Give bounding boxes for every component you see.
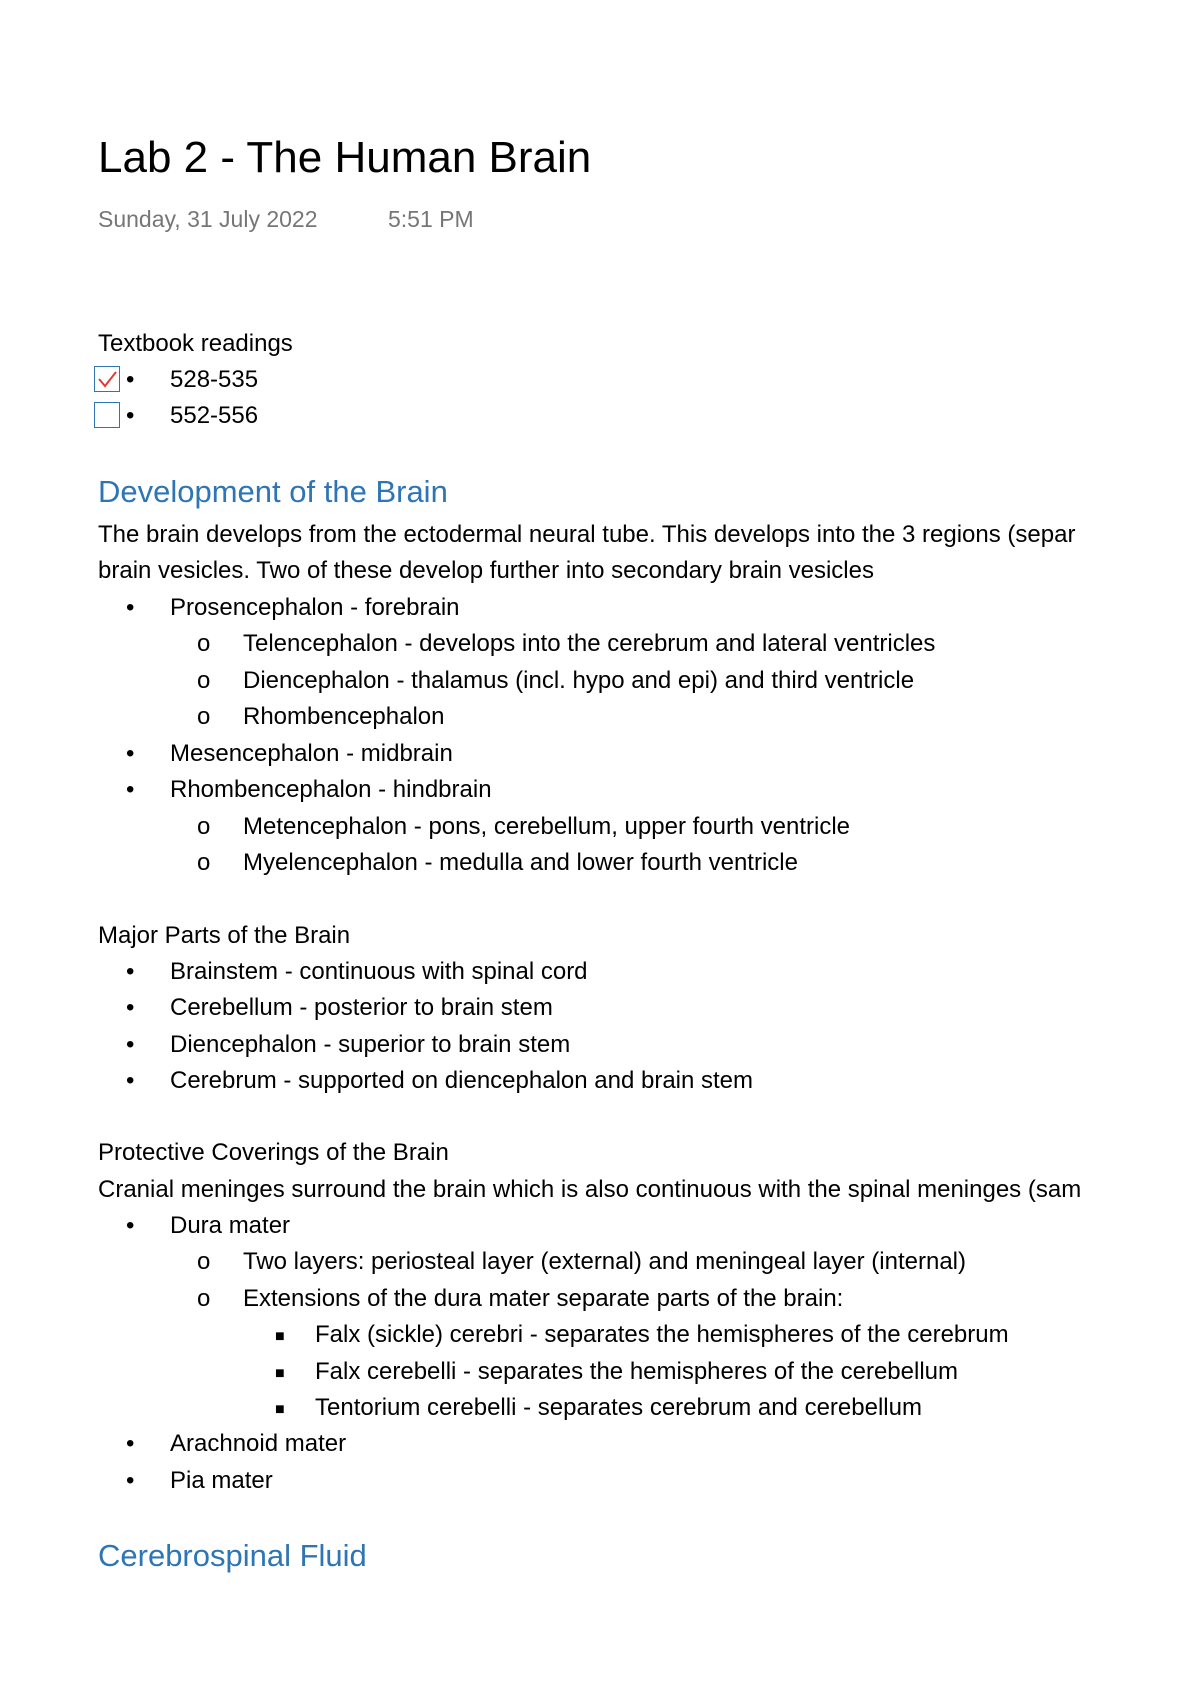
sub-sub-list-item-text: Falx (sickle) cerebri - separates the hemispheres of the cerebrum bbox=[315, 1321, 1009, 1348]
sub-list-item bbox=[197, 667, 915, 696]
sub-list-item-text: Diencephalon - thalamus (incl. hypo and epi) and third ventricle bbox=[243, 667, 915, 694]
list-item-text: Mesencephalon - midbrain bbox=[170, 740, 453, 767]
square-bullet-mark: ■ bbox=[275, 1328, 285, 1345]
list-item-text: Brainstem - continuous with spinal cord bbox=[170, 958, 588, 985]
sub-bullet-mark: o bbox=[197, 813, 211, 840]
bullet-mark: • bbox=[126, 594, 135, 621]
checkbox-reading-1[interactable] bbox=[94, 366, 120, 392]
checkmark-icon bbox=[97, 369, 117, 389]
list-item-text: Diencephalon - superior to brain stem bbox=[170, 1031, 571, 1058]
list-item-text: Rhombencephalon - hindbrain bbox=[170, 776, 492, 803]
sub-bullet-mark: o bbox=[197, 630, 211, 657]
list-item bbox=[126, 1031, 571, 1060]
bullet-mark: • bbox=[126, 402, 135, 429]
sub-list-item bbox=[197, 630, 936, 659]
square-bullet-mark: ■ bbox=[275, 1365, 285, 1382]
sub-bullet-mark: o bbox=[197, 849, 211, 876]
list-item bbox=[126, 1467, 273, 1496]
list-item bbox=[126, 994, 553, 1023]
sub-list-item bbox=[197, 1248, 966, 1277]
major-parts-label: Major Parts of the Brain bbox=[98, 922, 351, 949]
sub-list-item bbox=[197, 703, 445, 732]
page-time: 5:51 PM bbox=[388, 206, 474, 232]
sub-list-item-text: Myelencephalon - medulla and lower fourth ventricle bbox=[243, 849, 798, 876]
sub-bullet-mark: o bbox=[197, 703, 211, 730]
paragraph-line: Cranial meninges surround the brain which is also continuous with the spinal meninges (sam bbox=[98, 1176, 1082, 1203]
sub-list-item bbox=[197, 1285, 844, 1314]
reading-item bbox=[126, 402, 259, 431]
bullet-mark: • bbox=[126, 958, 135, 985]
list-item bbox=[126, 958, 588, 987]
sub-bullet-mark: o bbox=[197, 667, 211, 694]
bullet-mark: • bbox=[126, 994, 135, 1021]
bullet-mark: • bbox=[126, 740, 135, 767]
reading-text: 528-535 bbox=[170, 366, 259, 393]
list-item bbox=[126, 776, 492, 805]
sub-sub-list-item bbox=[275, 1321, 1009, 1350]
sub-bullet-mark: o bbox=[197, 1285, 211, 1312]
list-item-text: Cerebellum - posterior to brain stem bbox=[170, 994, 553, 1021]
paragraph-line: brain vesicles. Two of these develop further into secondary brain vesicles bbox=[98, 557, 874, 584]
bullet-mark: • bbox=[126, 1430, 135, 1457]
sub-list-item-text: Telencephalon - develops into the cerebrum and lateral ventricles bbox=[243, 630, 936, 657]
list-item-text: Cerebrum - supported on diencephalon and brain stem bbox=[170, 1067, 754, 1094]
list-item bbox=[126, 1212, 291, 1241]
list-item-text: Arachnoid mater bbox=[170, 1430, 347, 1457]
sub-sub-list-item bbox=[275, 1358, 958, 1387]
sub-list-item bbox=[197, 849, 798, 878]
reading-item bbox=[126, 366, 259, 395]
page-date: Sunday, 31 July 2022 bbox=[98, 206, 318, 232]
sub-bullet-mark: o bbox=[197, 1248, 211, 1275]
coverings-label: Protective Coverings of the Brain bbox=[98, 1139, 449, 1166]
list-item bbox=[126, 1067, 754, 1096]
bullet-mark: • bbox=[126, 776, 135, 803]
sub-sub-list-item-text: Tentorium cerebelli - separates cerebrum and cerebellum bbox=[315, 1394, 922, 1421]
list-item bbox=[126, 740, 453, 769]
sub-list-item-text: Rhombencephalon bbox=[243, 703, 445, 730]
list-item-text: Prosencephalon - forebrain bbox=[170, 594, 460, 621]
list-item-text: Dura mater bbox=[170, 1212, 291, 1239]
section-heading-development: Development of the Brain bbox=[98, 474, 448, 509]
bullet-mark: • bbox=[126, 1067, 135, 1094]
sub-list-item-text: Two layers: periosteal layer (external) and meningeal layer (internal) bbox=[243, 1248, 966, 1275]
bullet-mark: • bbox=[126, 366, 135, 393]
sub-sub-list-item bbox=[275, 1394, 922, 1423]
sub-sub-list-item-text: Falx cerebelli - separates the hemispheres of the cerebellum bbox=[315, 1358, 958, 1385]
list-item bbox=[126, 1430, 347, 1459]
paragraph-line: The brain develops from the ectodermal neural tube. This develops into the 3 regions (separ bbox=[98, 521, 1076, 548]
sub-list-item bbox=[197, 813, 851, 842]
page-title[interactable]: Lab 2 - The Human Brain bbox=[98, 133, 592, 182]
sub-list-item-text: Metencephalon - pons, cerebellum, upper fourth ventricle bbox=[243, 813, 851, 840]
list-item bbox=[126, 594, 460, 623]
reading-text: 552-556 bbox=[170, 402, 259, 429]
bullet-mark: • bbox=[126, 1212, 135, 1239]
bullet-mark: • bbox=[126, 1467, 135, 1494]
checkbox-reading-2[interactable] bbox=[94, 402, 120, 428]
list-item-text: Pia mater bbox=[170, 1467, 273, 1494]
bullet-mark: • bbox=[126, 1031, 135, 1058]
sub-list-item-text: Extensions of the dura mater separate parts of the brain: bbox=[243, 1285, 844, 1312]
square-bullet-mark: ■ bbox=[275, 1401, 285, 1418]
section-heading-csf: Cerebrospinal Fluid bbox=[98, 1538, 367, 1573]
readings-label: Textbook readings bbox=[98, 330, 293, 357]
